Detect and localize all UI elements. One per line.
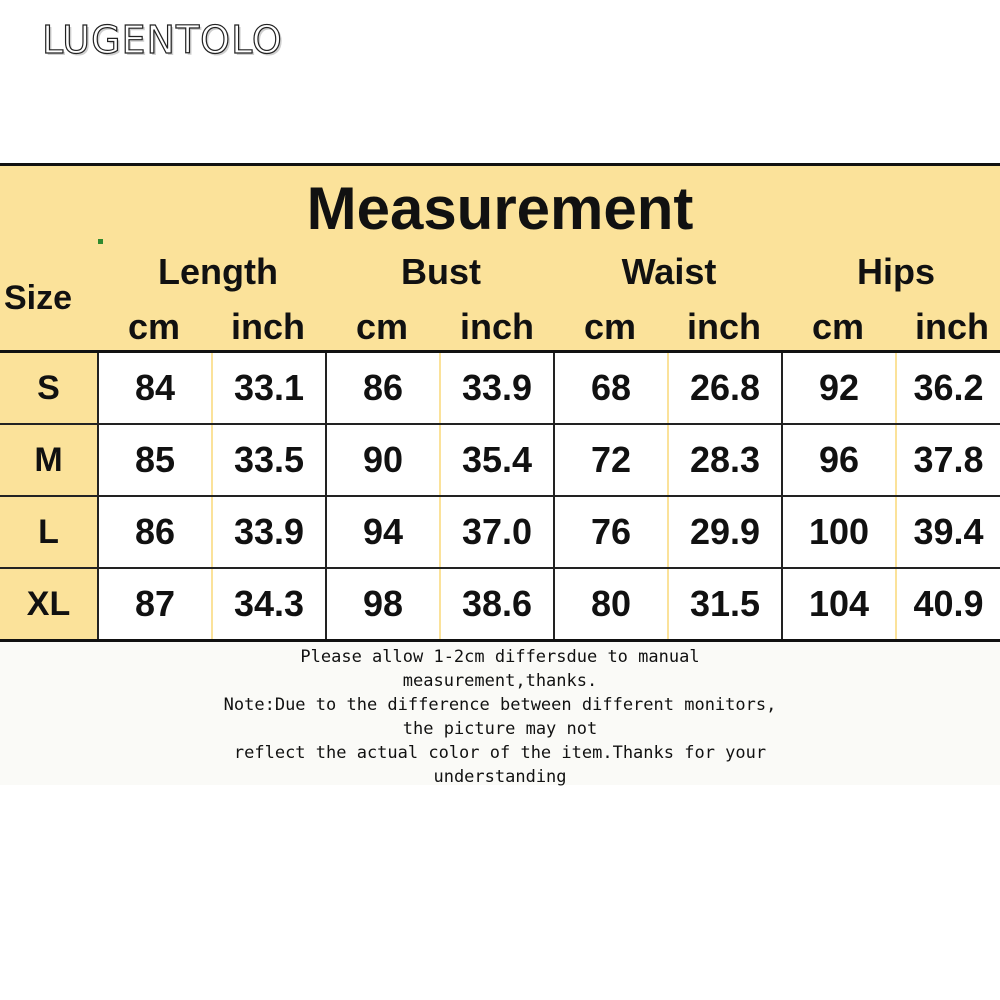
value-cell: 33.9 xyxy=(441,353,553,423)
chart-title: Measurement xyxy=(306,175,694,242)
table-row xyxy=(0,353,1000,423)
value-cell: 37.0 xyxy=(441,497,553,567)
value-cell: 84 xyxy=(99,353,211,423)
value-cell: 33.5 xyxy=(213,425,325,495)
sizing-note xyxy=(0,642,1000,785)
table-row xyxy=(0,569,1000,639)
value-cell: 96 xyxy=(783,425,895,495)
value-cell: 86 xyxy=(327,353,439,423)
value-cell: 90 xyxy=(327,425,439,495)
note-line: understanding xyxy=(433,767,567,787)
value-cell: 76 xyxy=(555,497,667,567)
value-cell: 40.9 xyxy=(897,569,1000,639)
value-cell: 92 xyxy=(783,353,895,423)
value-cell: 68 xyxy=(555,353,667,423)
value-cell: 36.2 xyxy=(897,353,1000,423)
brand-logo: LUGENTOLO xyxy=(42,18,283,62)
size-cell: L xyxy=(0,497,97,567)
size-cell: S xyxy=(0,353,97,423)
note-line: measurement,thanks. xyxy=(402,671,598,691)
size-chart xyxy=(0,163,1000,785)
group-hips: Hips xyxy=(856,251,935,292)
note-line: reflect the actual color of the item.Thanks for your xyxy=(233,743,767,763)
value-cell: 35.4 xyxy=(441,425,553,495)
table-row xyxy=(0,425,1000,495)
table-row xyxy=(0,497,1000,567)
unit-waist-inch: inch xyxy=(686,306,761,347)
value-cell: 80 xyxy=(555,569,667,639)
size-cell: M xyxy=(0,425,97,495)
value-cell: 31.5 xyxy=(669,569,781,639)
value-cell: 26.8 xyxy=(669,353,781,423)
unit-hips-cm: cm xyxy=(811,306,865,347)
value-cell: 39.4 xyxy=(897,497,1000,567)
unit-length-cm: cm xyxy=(127,306,181,347)
note-line: the picture may not xyxy=(402,719,598,739)
group-divider xyxy=(325,353,327,639)
unit-waist-cm: cm xyxy=(583,306,637,347)
value-cell: 34.3 xyxy=(213,569,325,639)
group-length: Length xyxy=(158,251,278,292)
value-cell: 100 xyxy=(783,497,895,567)
note-line: Note:Due to the difference between different monitors, xyxy=(223,695,777,715)
size-column-divider xyxy=(97,353,99,639)
unit-length-inch: inch xyxy=(230,306,305,347)
group-divider xyxy=(781,353,783,639)
value-cell: 33.9 xyxy=(213,497,325,567)
value-cell: 85 xyxy=(99,425,211,495)
value-cell: 38.6 xyxy=(441,569,553,639)
table-header xyxy=(0,166,1000,350)
value-cell: 72 xyxy=(555,425,667,495)
value-cell: 86 xyxy=(99,497,211,567)
group-divider xyxy=(553,353,555,639)
value-cell: 37.8 xyxy=(897,425,1000,495)
row-divider xyxy=(0,423,1000,425)
size-cell: XL xyxy=(0,569,97,639)
unit-bust-cm: cm xyxy=(355,306,409,347)
row-divider xyxy=(0,495,1000,497)
value-cell: 33.1 xyxy=(213,353,325,423)
group-waist: Waist xyxy=(621,251,717,292)
note-line: Please allow 1-2cm differsdue to manual xyxy=(300,647,700,667)
unit-hips-inch: inch xyxy=(914,306,989,347)
group-bust: Bust xyxy=(401,251,481,292)
size-column-label: Size xyxy=(4,279,73,317)
value-cell: 28.3 xyxy=(669,425,781,495)
value-cell: 94 xyxy=(327,497,439,567)
decorative-mark xyxy=(98,239,103,244)
row-divider xyxy=(0,567,1000,569)
size-table-body xyxy=(0,350,1000,642)
value-cell: 104 xyxy=(783,569,895,639)
value-cell: 98 xyxy=(327,569,439,639)
unit-bust-inch: inch xyxy=(459,306,534,347)
value-cell: 87 xyxy=(99,569,211,639)
value-cell: 29.9 xyxy=(669,497,781,567)
